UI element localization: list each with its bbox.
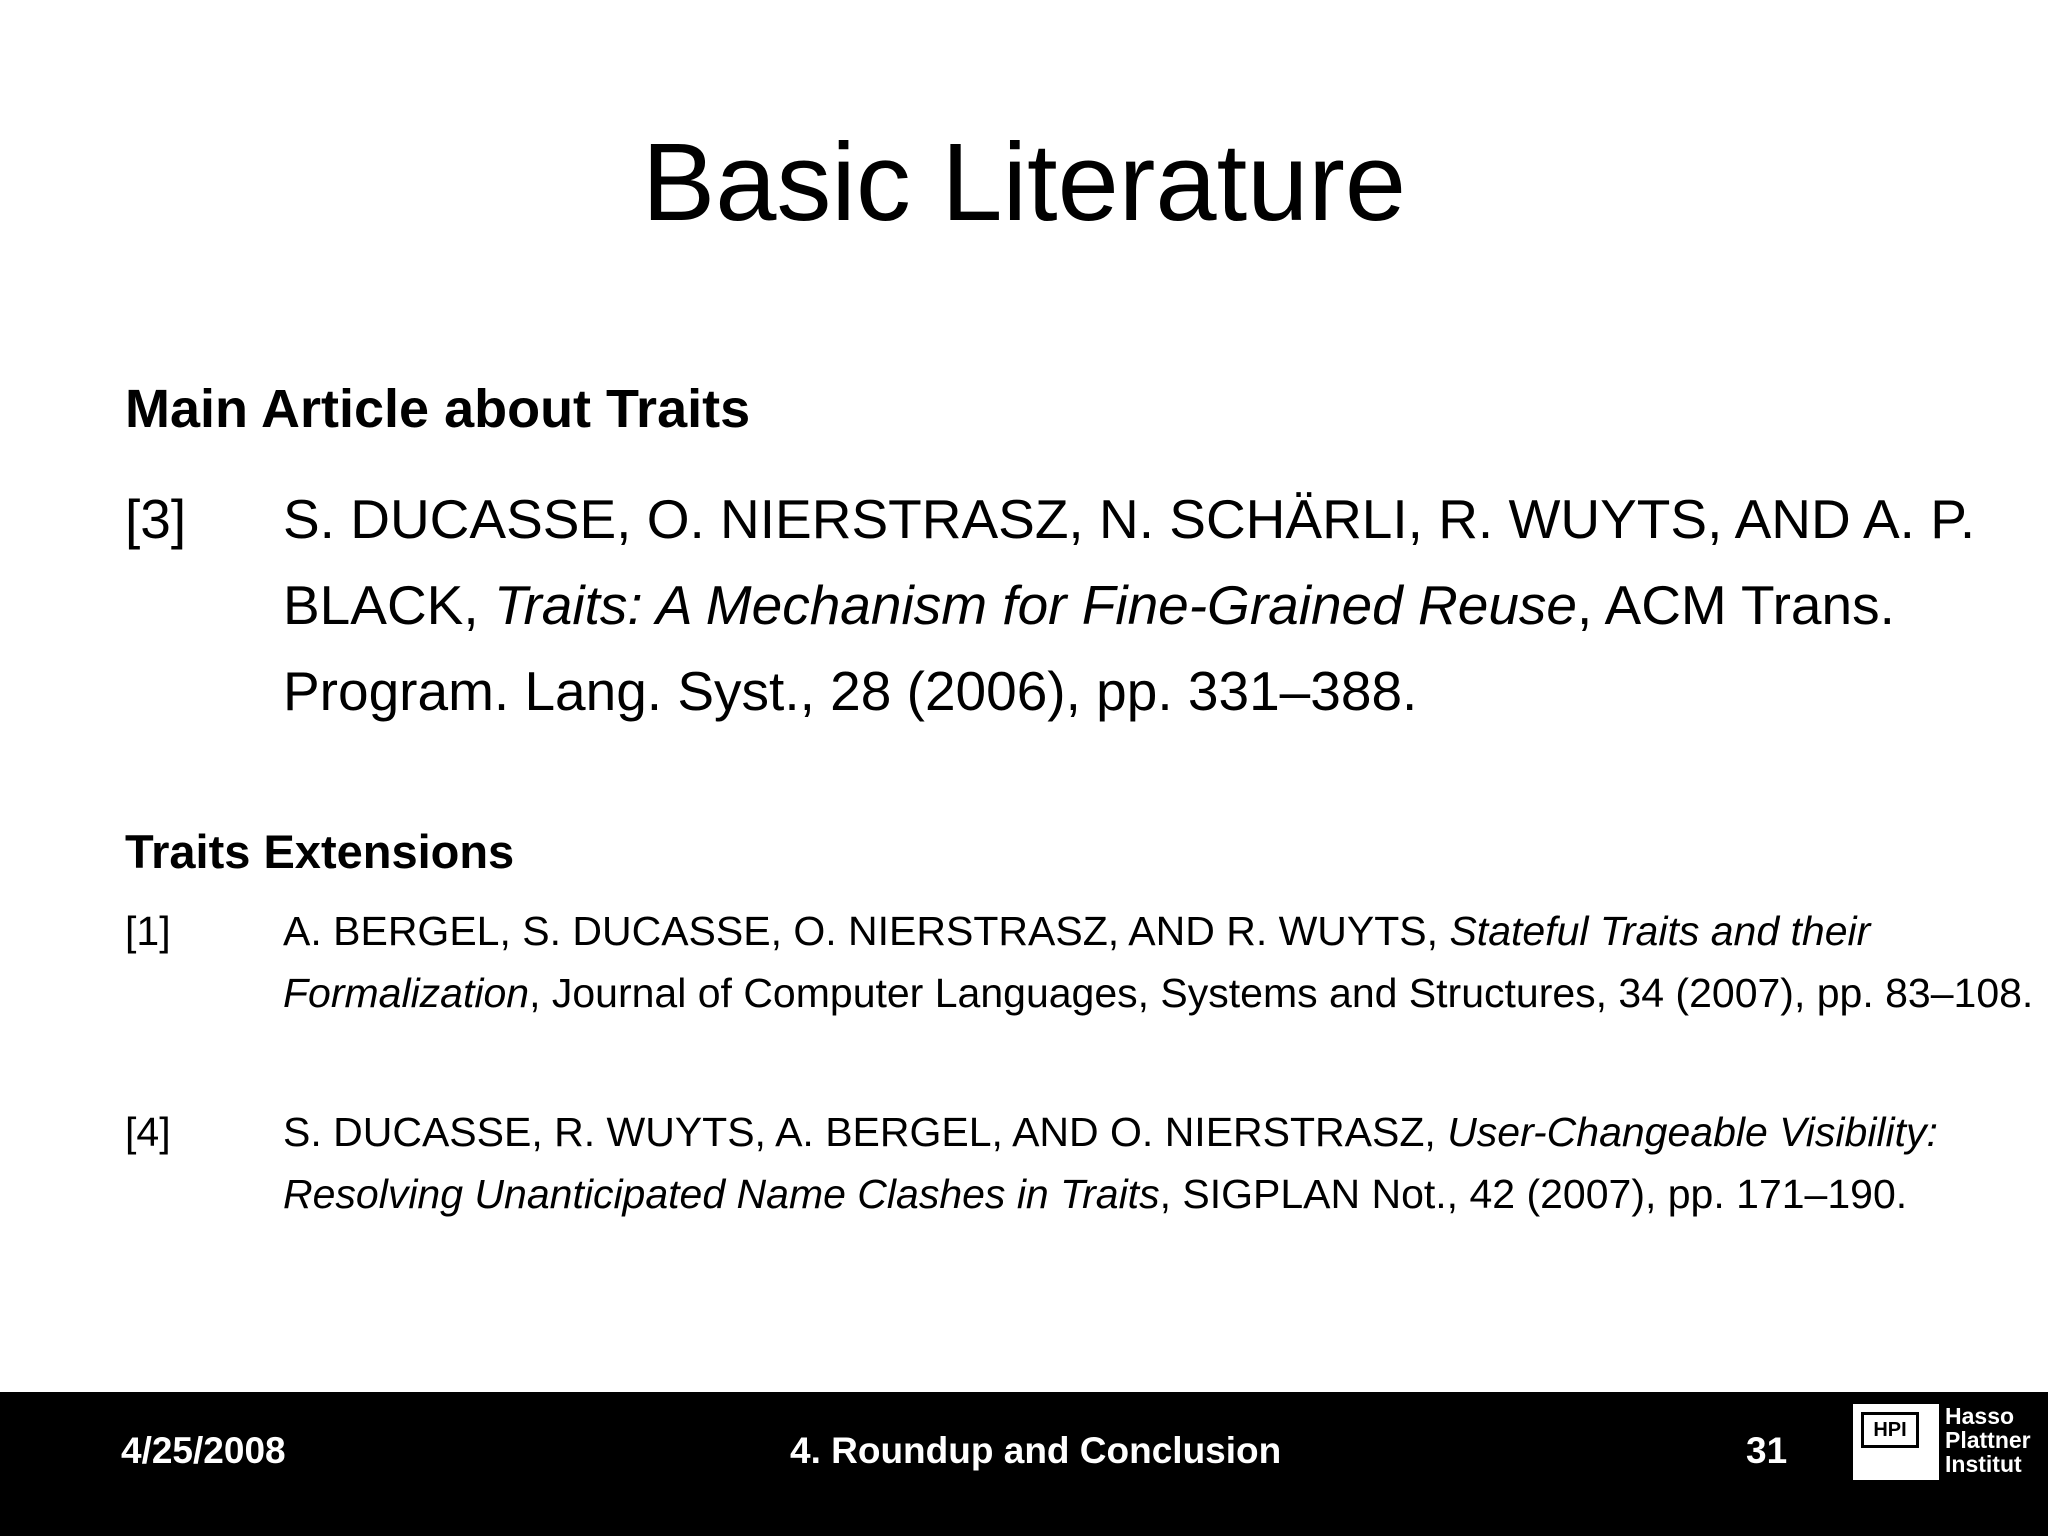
reference-number: [1] — [125, 908, 171, 954]
hpi-logo-mark: HPI — [1861, 1412, 1919, 1448]
footer-topic: 4. Roundup and Conclusion — [790, 1430, 1282, 1471]
reference-authors: A. BERGEL, S. DUCASSE, O. NIERSTRASZ, AND R. WUYTS, — [283, 908, 1450, 954]
footer-bar — [0, 1392, 2048, 1536]
reference-title: Stateful Traits and their Formalization — [283, 908, 1871, 1016]
reference-body — [283, 476, 2043, 734]
hpi-logo-text: Hasso Plattner Institut — [1945, 1403, 2031, 1477]
footer-date: 4/25/2008 — [121, 1430, 286, 1471]
reference-body — [283, 1101, 2043, 1225]
section-heading-traits-extensions: Traits Extensions — [125, 825, 515, 878]
reference-number: [4] — [125, 1109, 171, 1155]
reference-details: , SIGPLAN Not., 42 (2007), pp. 171–190. — [1159, 1171, 1908, 1217]
reference-title: User-Changeable Visibility: Resolving Unanticipated Name Clashes in Traits — [283, 1109, 1938, 1217]
section-heading-main-article: Main Article about Traits — [125, 379, 751, 439]
reference-extension — [125, 1101, 2043, 1225]
reference-authors: S. DUCASSE, O. NIERSTRASZ, N. SCHÄRLI, R. WUYTS, AND A. P. BLACK, — [283, 488, 1976, 636]
reference-details: , Journal of Computer Languages, Systems and Structures, 34 (2007), pp. 83–108. — [529, 970, 2034, 1016]
slide-title: Basic Literature — [641, 121, 1407, 244]
page-number: 31 — [1746, 1430, 1788, 1471]
hpi-logo — [1853, 1404, 1939, 1480]
reference-authors: S. DUCASSE, R. WUYTS, A. BERGEL, AND O. NIERSTRASZ, — [283, 1109, 1448, 1155]
reference-number: [3] — [125, 488, 187, 550]
reference-details: , ACM Trans. Program. Lang. Syst., 28 (2006), pp. 331–388. — [283, 574, 1895, 722]
reference-extension — [125, 900, 2043, 1024]
reference-title: Traits: A Mechanism for Fine-Grained Reuse — [493, 574, 1577, 636]
reference-body — [283, 900, 2043, 1024]
reference-main — [125, 476, 2043, 734]
